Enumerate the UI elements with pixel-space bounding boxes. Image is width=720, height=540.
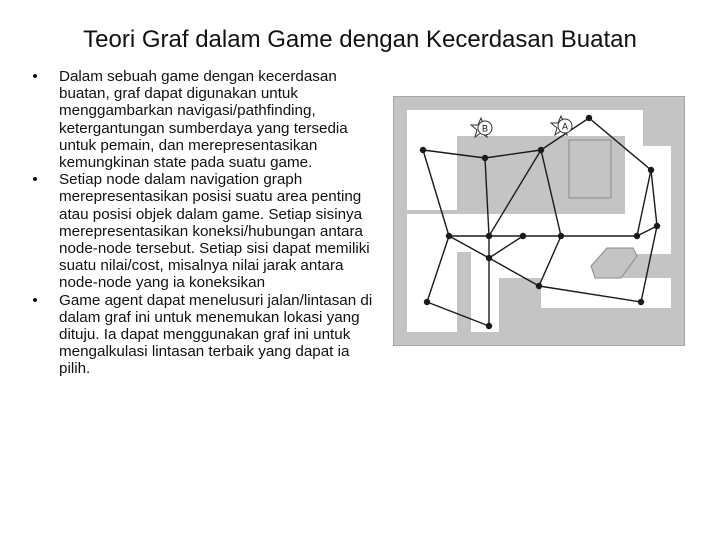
- graph-node: [486, 233, 492, 239]
- graph-node: [420, 147, 426, 153]
- graph-node: [482, 155, 488, 161]
- corridor-left-pocket: [407, 252, 457, 332]
- goal-marker-label: A: [561, 121, 569, 132]
- bullet-text: Setiap node dalam navigation graph merepresentasikan posisi suatu area penting atau posisi objek dalam game. Setiap sisinya merepresentasikan koneksi/hubungan antara node-node tersebut. Setiap sisi dapat memiliki suatu nilai/cost, misalnya nilai jarak antara node-node yang ia koneksikan: [59, 171, 370, 292]
- corridor-right-top-link: [625, 120, 643, 160]
- corridor-bottom-band: [541, 278, 671, 308]
- corridor-left-column: [407, 110, 457, 210]
- bullet-dot: •: [32, 291, 38, 309]
- center-room: [569, 140, 611, 198]
- graph-node: [486, 323, 492, 329]
- graph-node: [648, 167, 654, 173]
- bullet-item: [28, 292, 383, 378]
- graph-node: [538, 147, 544, 153]
- graph-node: [654, 223, 660, 229]
- navigation-graph-diagram: [393, 96, 685, 346]
- bullet-item: [28, 68, 383, 171]
- graph-node: [634, 233, 640, 239]
- graph-node: [520, 233, 526, 239]
- graph-node: [638, 299, 644, 305]
- corridor-upper-band: [407, 214, 671, 252]
- bullet-list: [28, 68, 383, 378]
- graph-node: [536, 283, 542, 289]
- page-title: Teori Graf dalam Game dengan Kecerdasan Buatan: [83, 26, 637, 53]
- start-marker-label: B: [481, 123, 489, 134]
- graph-node: [586, 115, 592, 121]
- graph-node: [486, 255, 492, 261]
- navigation-graph-svg: [393, 96, 685, 346]
- bullet-text: Game agent dapat menelusuri jalan/lintasan di dalam graf ini untuk menemukan lokasi yang dituju. Ia dapat menggunakan graf ini untuk mengalkulasi lintasan terbaik yang dapat ia pilih.: [59, 291, 373, 378]
- bullet-item: [28, 171, 383, 291]
- graph-node: [558, 233, 564, 239]
- graph-node: [424, 299, 430, 305]
- graph-node: [446, 233, 452, 239]
- bullet-dot: •: [32, 171, 38, 189]
- bullet-text: Dalam sebuah game dengan kecerdasan buatan, graf dapat digunakan untuk menggambarkan navigasi/pathfinding, ketergantungan sumberdaya yang tersedia untuk pemain, dan merepresentasikan kemungkinan state pada suatu game.: [59, 68, 348, 172]
- bullet-dot: •: [32, 68, 38, 85]
